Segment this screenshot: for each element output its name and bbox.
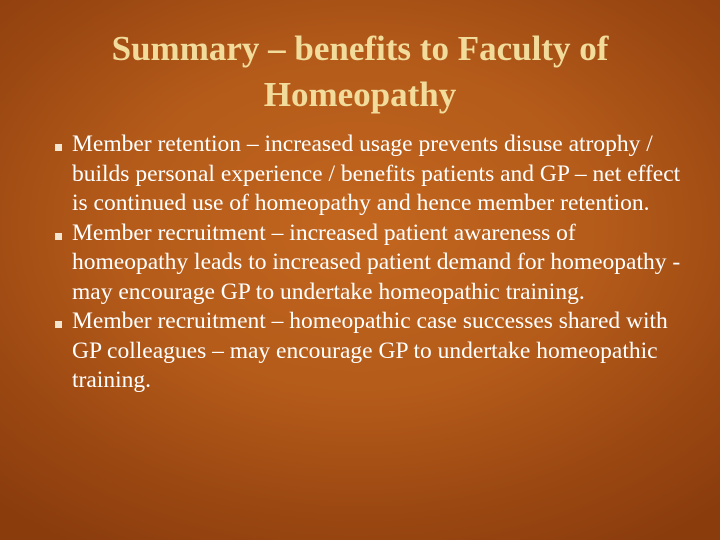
square-bullet-icon — [55, 233, 62, 240]
square-bullet-icon — [55, 321, 62, 328]
bullet-item-1 — [58, 130, 688, 219]
bullet-text: Member retention – increased usage prevents disuse atrophy / builds personal experience / benefits patients and GP – net effect is continued use of homeopathy and hence member retention. — [72, 131, 681, 216]
bullet-list — [58, 130, 688, 396]
bullet-item-3 — [58, 307, 688, 396]
square-bullet-icon — [55, 144, 62, 151]
bullet-text: Member recruitment – homeopathic case successes shared with GP colleagues – may encourage GP to undertake homeopathic training. — [72, 308, 668, 393]
bullet-text: Member recruitment – increased patient awareness of homeopathy leads to increased patient demand for homeopathy - may encourage GP to undertake homeopathic training. — [72, 219, 681, 305]
slide-title: Summary – benefits to Faculty of Homeopathy — [111, 29, 609, 114]
bullet-item-2 — [58, 219, 688, 308]
